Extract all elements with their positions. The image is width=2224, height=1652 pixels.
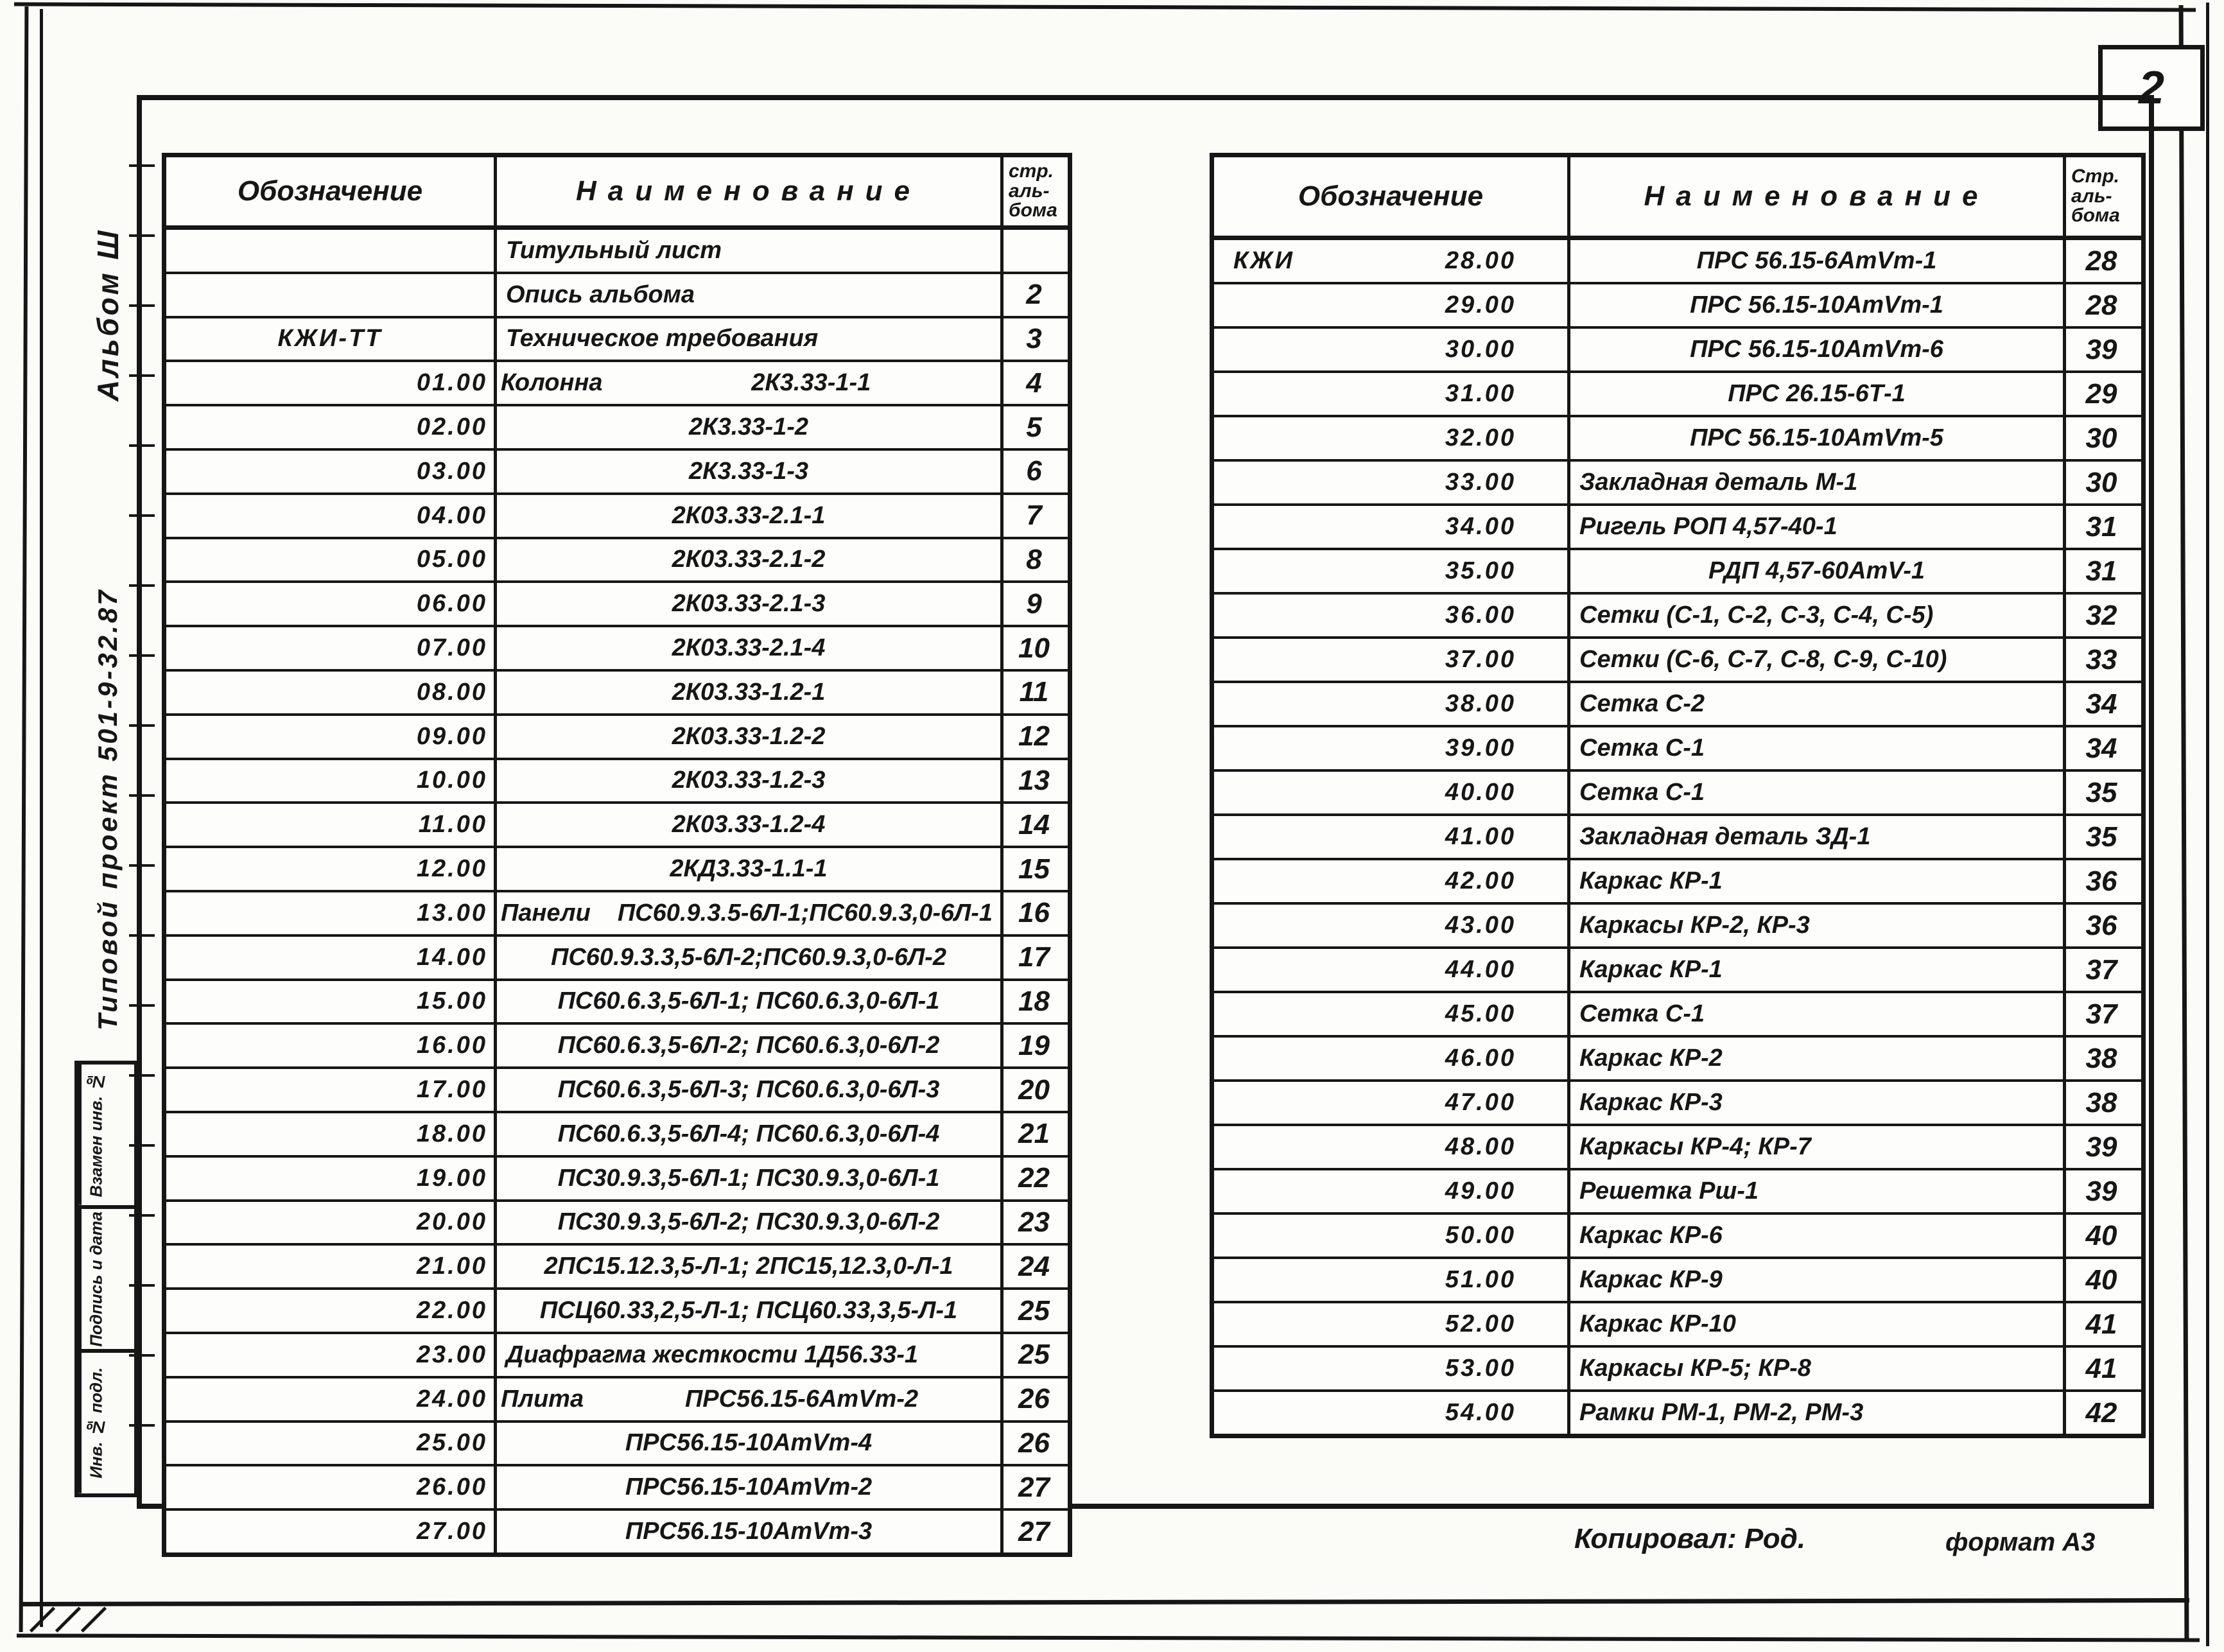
- outer-border-bottom: [17, 1633, 2200, 1642]
- designation-cell: 51.00: [1214, 1259, 1570, 1301]
- page-cell: 42: [2085, 1396, 2117, 1429]
- stamp-field: [111, 1209, 134, 1350]
- page-cell: 7: [1026, 500, 1042, 532]
- name-cell: Сетки (С-1, С-2, С-3, С-4, С-5): [1570, 595, 2066, 636]
- table-row: [1214, 860, 2141, 905]
- page-cell: 12: [1018, 720, 1050, 752]
- page-cell: 34: [2085, 688, 2117, 720]
- designation-cell: 05.00: [166, 539, 497, 581]
- name-cell: 2К03.33-1.2-1: [497, 672, 1003, 713]
- name-cell: РДП 4,57-60АтV-1: [1570, 550, 2066, 592]
- corner-hatch-mark: [81, 1606, 107, 1632]
- designation-group-label: КЖИ: [1233, 247, 1294, 274]
- name-cell: ПРС 56.15-6АтVт-1: [1570, 240, 2066, 282]
- stamp-field: [111, 1353, 134, 1493]
- table-row: [1214, 284, 2141, 329]
- table-row: [166, 1334, 1068, 1378]
- page-cell: 27: [1018, 1471, 1050, 1503]
- name-cell: Рамки РМ-1, РМ-2, РМ-3: [1570, 1392, 2066, 1434]
- table-row: [166, 981, 1068, 1025]
- name-cell: ПС60.6.3,5-6Л-2; ПС60.6.3,0-6Л-2: [497, 1025, 1003, 1066]
- table-header: [1214, 157, 2141, 240]
- page-cell: 39: [2085, 333, 2117, 365]
- name-cell: Плита ПРС56.15-6АтVт-2: [497, 1378, 1003, 1420]
- page-cell: 15: [1018, 853, 1050, 885]
- table-row: [166, 1158, 1068, 1202]
- page-cell: 30: [2085, 422, 2117, 454]
- name-cell: ПСЦ60.33,2,5-Л-1; ПСЦ60.33,3,5-Л-1: [497, 1290, 1003, 1332]
- title-block-stamps: [74, 1061, 138, 1497]
- name-cell: ПС60.6.3,5-6Л-4; ПС60.6.3,0-6Л-4: [497, 1113, 1003, 1155]
- name-cell: Титульный лист: [497, 230, 1003, 272]
- table-row: [1214, 550, 2141, 595]
- designation-cell: 26.00: [166, 1466, 497, 1508]
- table-row: [166, 716, 1068, 760]
- page-cell: 6: [1026, 455, 1042, 487]
- designation-cell: 01.00: [166, 362, 497, 404]
- page-cell: 41: [2085, 1352, 2117, 1384]
- designation-cell: 17.00: [166, 1069, 497, 1111]
- outer-border-left: [19, 6, 29, 1632]
- page-cell: 28: [2085, 289, 2117, 321]
- name-cell: ПС30.9.3,5-6Л-2; ПС30.9.3,0-6Л-2: [497, 1202, 1003, 1244]
- name-cell: 2К03.33-2.1-2: [497, 539, 1003, 581]
- table-body: [166, 230, 1068, 1552]
- contents-table-right: [1210, 153, 2146, 1438]
- designation-cell: 52.00: [1214, 1303, 1570, 1345]
- table-row: [166, 760, 1068, 804]
- designation-cell: 12.00: [166, 848, 497, 890]
- page-cell: 26: [1018, 1383, 1050, 1415]
- project-number-label: Типовой проект 501-9-32.87: [92, 587, 123, 1030]
- designation-header: Обозначение: [166, 157, 497, 225]
- designation-cell: 13.00: [166, 892, 497, 934]
- designation-cell: 32.00: [1214, 417, 1570, 459]
- page-cell: 34: [2085, 732, 2117, 764]
- page-cell: 36: [2085, 865, 2117, 897]
- designation-cell: 04.00: [166, 495, 497, 537]
- page-cell: 9: [1026, 587, 1042, 620]
- stamp-box: [74, 1205, 138, 1350]
- name-cell: Каркас КР-1: [1570, 860, 2066, 902]
- page-cell: 32: [2085, 599, 2117, 631]
- name-cell: ПС60.6.3,5-6Л-1; ПС60.6.3,0-6Л-1: [497, 981, 1003, 1023]
- designation-cell: 29.00: [1214, 284, 1570, 326]
- page-header: [1003, 157, 1064, 225]
- designation-cell: 35.00: [1214, 550, 1570, 592]
- name-cell: 2К03.33-2.1-4: [497, 627, 1003, 669]
- frame-tick-mark: [129, 514, 155, 517]
- name-cell: 2К03.33-1.2-3: [497, 760, 1003, 802]
- page-cell: 8: [1026, 543, 1042, 575]
- table-row: [166, 406, 1068, 451]
- page-cell: 31: [2085, 510, 2117, 543]
- name-cell: ПРС56.15-10АтVт-3: [497, 1511, 1003, 1552]
- designation-cell: 14.00: [166, 937, 497, 978]
- table-row: [166, 1466, 1068, 1511]
- page-cell: 35: [2085, 821, 2117, 853]
- table-row: [166, 892, 1068, 937]
- name-cell: Каркасы КР-5; КР-8: [1570, 1348, 2066, 1389]
- page-cell: 30: [2085, 466, 2117, 498]
- outer-border-right-inner: [2179, 5, 2189, 1641]
- table-row: [166, 362, 1068, 406]
- name-cell: ПС60.9.3.3,5-6Л-2;ПС60.9.3,0-6Л-2: [497, 937, 1003, 978]
- table-row: [1214, 1392, 2141, 1434]
- page-cell: 18: [1018, 985, 1050, 1017]
- table-row: [166, 1202, 1068, 1246]
- table-row: [166, 627, 1068, 672]
- table-row: [166, 672, 1068, 716]
- designation-cell: КЖИ-ТТ: [166, 318, 497, 360]
- name-cell: 2ПС15.12.3,5-Л-1; 2ПС15,12.3,0-Л-1: [497, 1246, 1003, 1287]
- page-cell: 16: [1018, 897, 1050, 929]
- designation-cell: 02.00: [166, 406, 497, 448]
- table-row: [166, 1246, 1068, 1290]
- frame-tick-mark: [129, 164, 155, 167]
- page-cell: 25: [1018, 1339, 1050, 1371]
- name-cell: Диафрагма жесткости 1Д56.33-1: [497, 1334, 1003, 1376]
- table-row: [1214, 506, 2141, 550]
- designation-cell: 11.00: [166, 804, 497, 846]
- name-cell: Закладная деталь ЗД-1: [1570, 816, 2066, 858]
- page-cell: 11: [1019, 676, 1049, 708]
- designation-cell: 18.00: [166, 1113, 497, 1155]
- designation-cell: 45.00: [1214, 993, 1570, 1035]
- table-row: [166, 1511, 1068, 1552]
- page-cell: 38: [2085, 1042, 2117, 1074]
- name-cell: Сетка С-2: [1570, 683, 2066, 725]
- name-cell: Закладная деталь М-1: [1570, 462, 2066, 503]
- name-cell: Каркас КР-6: [1570, 1215, 2066, 1256]
- page-cell: 4: [1026, 367, 1042, 399]
- table-row: [166, 1378, 1068, 1423]
- contents-table-left: [162, 153, 1072, 1557]
- designation-cell: 38.00: [1214, 683, 1570, 725]
- page-header-line: аль-: [1009, 180, 1050, 202]
- table-row: [166, 451, 1068, 495]
- stamp-box: [74, 1061, 138, 1205]
- table-row: [1214, 1170, 2141, 1215]
- table-header: [166, 157, 1068, 230]
- table-row: [1214, 905, 2141, 949]
- table-row: [1214, 1082, 2141, 1126]
- copied-by-label: Копировал: Род.: [1574, 1523, 1806, 1554]
- table-row: [1214, 1303, 2141, 1348]
- table-row: [1214, 1348, 2141, 1392]
- designation-cell: 41.00: [1214, 816, 1570, 858]
- stamp-label: Инв. № подл.: [78, 1353, 111, 1493]
- stamp-field: [111, 1065, 134, 1205]
- designation-cell: 42.00: [1214, 860, 1570, 902]
- page-cell: 20: [1018, 1074, 1050, 1106]
- name-cell: Каркас КР-3: [1570, 1082, 2066, 1124]
- designation-cell: 15.00: [166, 981, 497, 1023]
- page-cell: 19: [1018, 1029, 1050, 1061]
- album-label: Альбом Ш: [91, 228, 125, 401]
- table-row: [1214, 949, 2141, 993]
- designation-cell: 48.00: [1214, 1126, 1570, 1168]
- name-cell: ПРС 26.15-6Т-1: [1570, 373, 2066, 415]
- name-cell: 2К3.33-1-3: [497, 451, 1003, 492]
- format-label: формат А3: [1945, 1528, 2096, 1556]
- name-group-label: Колонна: [501, 369, 603, 397]
- name-cell: Ригель РОП 4,57-40-1: [1570, 506, 2066, 548]
- name-group-label: Плита: [501, 1385, 584, 1413]
- designation-cell: 36.00: [1214, 595, 1570, 636]
- designation-cell: [166, 230, 497, 272]
- page-header-line: стр.: [1009, 161, 1054, 182]
- outer-border-right: [2206, 3, 2209, 1646]
- designation-cell: 31.00: [1214, 373, 1570, 415]
- page-cell: 5: [1026, 411, 1042, 443]
- page-cell: 17: [1018, 941, 1050, 973]
- table-row: [1214, 727, 2141, 772]
- page-cell: 31: [2085, 555, 2117, 587]
- table-row: [166, 1069, 1068, 1113]
- page-cell: 37: [2085, 998, 2117, 1030]
- page-cell: 36: [2085, 909, 2117, 941]
- name-cell: Колонна 2К3.33-1-1: [497, 362, 1003, 404]
- name-cell: ПРС 56.15-10АтVт-1: [1570, 284, 2066, 326]
- table-row: [166, 848, 1068, 892]
- name-cell: 2К03.33-1.2-2: [497, 716, 1003, 758]
- name-cell: 2К03.33-2.1-3: [497, 583, 1003, 625]
- table-row: [166, 318, 1068, 363]
- designation-cell: 06.00: [166, 583, 497, 625]
- designation-cell: 21.00: [166, 1246, 497, 1287]
- designation-cell: 09.00: [166, 716, 497, 758]
- name-cell: Каркасы КР-2, КР-3: [1570, 905, 2066, 946]
- name-cell: 2КД3.33-1.1-1: [497, 848, 1003, 890]
- table-row: [1214, 683, 2141, 727]
- designation-cell: 30.00: [1214, 329, 1570, 370]
- table-row: [1214, 373, 2141, 417]
- table-row: [166, 937, 1068, 981]
- designation-cell: 37.00: [1214, 639, 1570, 681]
- designation-cell: 07.00: [166, 627, 497, 669]
- designation-cell: 19.00: [166, 1158, 497, 1199]
- table-row: [166, 1290, 1068, 1334]
- stamp-label: Подпись и дата: [78, 1209, 111, 1350]
- designation-cell: 34.00: [1214, 506, 1570, 548]
- table-row: [1214, 816, 2141, 860]
- designation-cell: 23.00: [166, 1334, 497, 1376]
- name-cell: 2К03.33-1.2-4: [497, 804, 1003, 846]
- page-cell: 27: [1018, 1515, 1050, 1547]
- page-cell: 23: [1018, 1206, 1050, 1238]
- designation-cell: 43.00: [1214, 905, 1570, 946]
- stamp-label: Взамен инв. №: [78, 1065, 111, 1205]
- designation-cell: 53.00: [1214, 1348, 1570, 1389]
- table-body: [1214, 240, 2141, 1434]
- name-header: Наименование: [497, 157, 1003, 225]
- page-header-line: бома: [2071, 205, 2120, 227]
- name-cell: Каркас КР-10: [1570, 1303, 2066, 1345]
- page-header: [2066, 157, 2137, 236]
- corner-hatch-mark: [55, 1606, 81, 1632]
- page-cell: 39: [2085, 1175, 2117, 1207]
- stamp-box: [74, 1349, 138, 1497]
- table-row: [166, 1113, 1068, 1158]
- name-cell: ПС60.6.3,5-6Л-3; ПС60.6.3,0-6Л-3: [497, 1069, 1003, 1111]
- page-cell: 40: [2085, 1264, 2117, 1296]
- table-row: [1214, 1126, 2141, 1170]
- table-row: [1214, 417, 2141, 462]
- designation-cell: 27.00: [166, 1511, 497, 1552]
- name-cell: Каркас КР-9: [1570, 1259, 2066, 1301]
- table-row: [166, 1025, 1068, 1069]
- table-row: [1214, 639, 2141, 683]
- name-cell: Сетка С-1: [1570, 727, 2066, 769]
- table-row: [166, 539, 1068, 584]
- designation-cell: 40.00: [1214, 772, 1570, 813]
- page-cell: 39: [2085, 1131, 2117, 1163]
- table-row: [1214, 993, 2141, 1038]
- table-row: [1214, 595, 2141, 639]
- name-cell: 2К3.33-1-2: [497, 406, 1003, 448]
- table-row: [166, 804, 1068, 848]
- page-cell: 2: [1026, 279, 1042, 311]
- designation-cell: 46.00: [1214, 1038, 1570, 1079]
- page-cell: 25: [1018, 1294, 1050, 1326]
- outer-border-top: [14, 3, 2196, 12]
- name-cell: Сетка С-1: [1570, 993, 2066, 1035]
- name-cell: Опись альбома: [497, 274, 1003, 316]
- designation-cell: КЖИ 28.00: [1214, 240, 1570, 282]
- designation-cell: 24.00: [166, 1378, 497, 1420]
- name-cell: Техническое требования: [497, 318, 1003, 360]
- page-cell: 3: [1026, 322, 1042, 354]
- page-cell: [1003, 230, 1064, 272]
- page-cell: 13: [1018, 764, 1050, 796]
- designation-header: Обозначение: [1214, 157, 1570, 236]
- designation-cell: 22.00: [166, 1290, 497, 1332]
- page-header-line: бома: [1009, 200, 1057, 222]
- page-cell: 14: [1018, 808, 1050, 840]
- table-row: [166, 230, 1068, 274]
- designation-cell: 49.00: [1214, 1170, 1570, 1212]
- page-cell: 38: [2085, 1086, 2117, 1118]
- page-cell: 37: [2085, 953, 2117, 986]
- page-cell: 24: [1018, 1250, 1050, 1282]
- page-cell: 40: [2085, 1219, 2117, 1251]
- table-row: [1214, 772, 2141, 816]
- page-cell: 26: [1018, 1427, 1050, 1459]
- table-row: [1214, 1259, 2141, 1303]
- designation-cell: 44.00: [1214, 949, 1570, 991]
- name-cell: 2К03.33-2.1-1: [497, 495, 1003, 537]
- table-row: [166, 1423, 1068, 1467]
- page-cell: 28: [2085, 245, 2117, 277]
- designation-cell: 25.00: [166, 1423, 497, 1465]
- name-cell: Сетка С-1: [1570, 772, 2066, 813]
- table-row: [166, 274, 1068, 318]
- designation-cell: 10.00: [166, 760, 497, 802]
- designation-cell: 08.00: [166, 672, 497, 713]
- outer-border-left-inner: [40, 9, 43, 1627]
- name-cell: Каркас КР-1: [1570, 949, 2066, 991]
- table-row: [1214, 1215, 2141, 1259]
- table-row: [1214, 462, 2141, 506]
- table-row: [166, 583, 1068, 627]
- page-header-line: Стр.: [2071, 166, 2119, 187]
- page-cell: 35: [2085, 776, 2117, 808]
- table-row: [1214, 240, 2141, 284]
- name-cell: Каркас КР-2: [1570, 1038, 2066, 1079]
- designation-cell: [166, 274, 497, 316]
- page-cell: 33: [2085, 643, 2117, 675]
- designation-cell: 47.00: [1214, 1082, 1570, 1124]
- designation-cell: 16.00: [166, 1025, 497, 1066]
- table-row: [1214, 1038, 2141, 1082]
- name-group-label: Панели: [501, 899, 591, 926]
- name-cell: ПРС56.15-10АтVт-4: [497, 1423, 1003, 1465]
- name-cell: Решетка Рш-1: [1570, 1170, 2066, 1212]
- name-cell: ПРС56.15-10АтVт-2: [497, 1466, 1003, 1508]
- designation-cell: 33.00: [1214, 462, 1570, 503]
- page-cell: 22: [1018, 1162, 1050, 1194]
- name-cell: Панели ПС60.9.3.5-6Л-1;ПС60.9.3,0-6Л-1: [497, 892, 1003, 934]
- name-cell: Каркасы КР-4; КР-7: [1570, 1126, 2066, 1168]
- outer-border-bottom-inner: [19, 1598, 2189, 1606]
- designation-cell: 03.00: [166, 451, 497, 492]
- designation-cell: 20.00: [166, 1202, 497, 1244]
- name-cell: Сетки (С-6, С-7, С-8, С-9, С-10): [1570, 639, 2066, 681]
- name-cell: ПРС 56.15-10АтVт-6: [1570, 329, 2066, 370]
- designation-cell: 39.00: [1214, 727, 1570, 769]
- table-row: [166, 495, 1068, 539]
- page-cell: 10: [1018, 632, 1050, 664]
- page-cell: 41: [2085, 1308, 2117, 1340]
- name-cell: ПРС 56.15-10АтVт-5: [1570, 417, 2066, 459]
- designation-cell: 54.00: [1214, 1392, 1570, 1434]
- table-row: [1214, 329, 2141, 373]
- name-cell: ПС30.9.3,5-6Л-1; ПС30.9.3,0-6Л-1: [497, 1158, 1003, 1199]
- page-header-line: аль-: [2071, 185, 2112, 207]
- sheet-number: 2: [2138, 62, 2165, 114]
- page-cell: 29: [2085, 378, 2117, 410]
- name-header: Наименование: [1570, 157, 2066, 236]
- designation-cell: 50.00: [1214, 1215, 1570, 1256]
- page-cell: 21: [1018, 1118, 1050, 1150]
